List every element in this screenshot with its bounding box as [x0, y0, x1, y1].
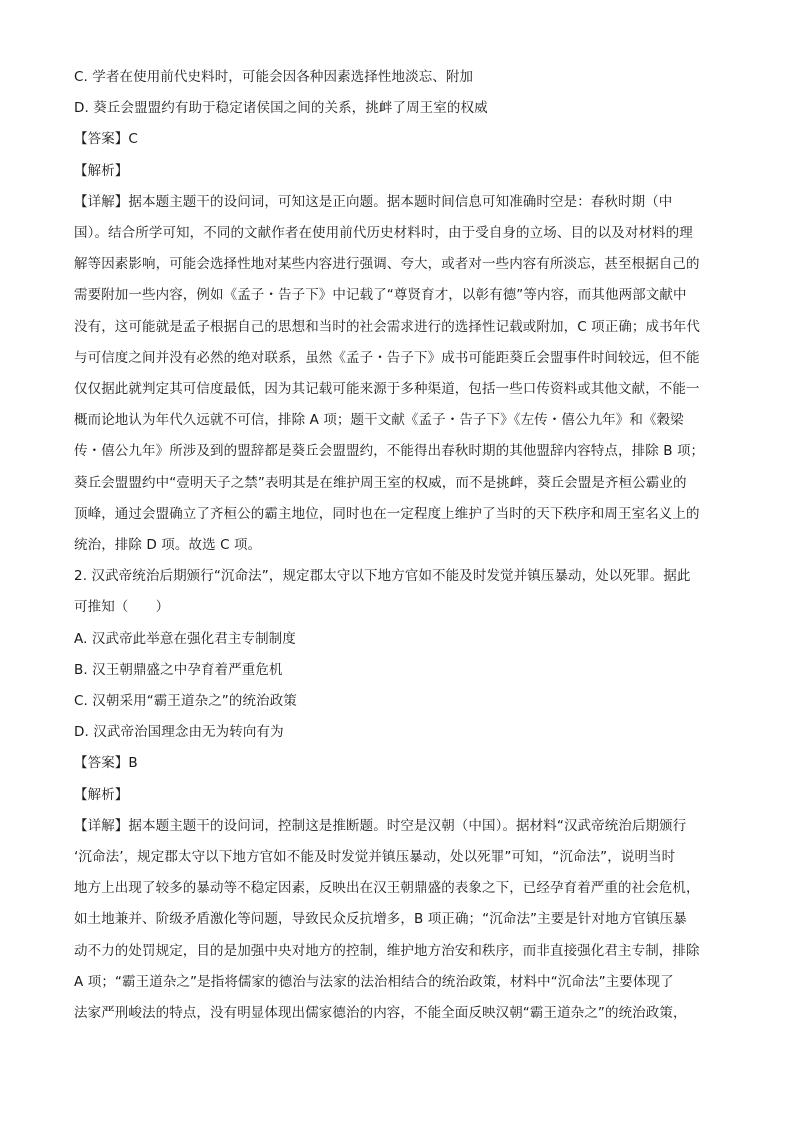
q2-detail-line: 如土地兼并、阶级矛盾激化等问题，导致民众反抗增多，B 项正确；“沉命法”主要是针对地方官镇压暴 [74, 911, 687, 928]
q2-option-d: D. 汉武帝治国理念由无为转向有为 [74, 724, 284, 741]
q2-stem [74, 561, 724, 623]
q2-analysis-heading: 【解析】 [74, 786, 129, 803]
q2-detail-line: A 项；“霸王道杂之”是指将儒家的德治与法家的法治相结合的统治政策，材料中“沉命法”主要体现了 [74, 973, 674, 990]
q2-stem-line: 2. 汉武帝统治后期颁行“沉命法”，规定郡太守以下地方官如不能及时发觉并镇压暴动，处以死罪。据此 [74, 568, 691, 585]
q1-analysis-heading: 【解析】 [74, 162, 129, 179]
q2-detail-line: 地方上出现了较多的暴动等不稳定因素，反映出在汉王朝鼎盛的表象之下，已经孕育着严重的社会危机， [74, 880, 700, 897]
q2-stem-line: 可推知（ ） [74, 599, 170, 616]
q1-detail-line: 需要附加一些内容，例如《孟子・告子下》中记载了“尊贤育才，以彰有德”等内容，而其他两部文献中 [74, 287, 687, 304]
q1-detail-line: 统治，排除 D 项。故选 C 项。 [74, 537, 262, 554]
q2-option-a: A. 汉武帝此举意在强化君主专制制度 [74, 630, 296, 647]
q1-detail-line: 仅仅据此就判定其可信度最低，因为其记载可能来源于多种渠道，包括一些口传资料或其他文献，不能一 [74, 381, 700, 398]
q1-detail-line: 概而论地认为年代久远就不可信，排除 A 项；题干文献《孟子・告子下》《左传・僖公九年》和《穀梁 [74, 412, 684, 429]
document-page [74, 62, 724, 1029]
q2-detail-paragraph [74, 811, 724, 1029]
q1-detail-line: 葵丘会盟盟约中“壹明天子之禁”表明其是在维护周王室的权威，而不是挑衅，葵丘会盟是齐桓公霸业的 [74, 474, 687, 491]
q2-detail-line: ‘沉命法’，规定郡太守以下地方官如不能及时发觉并镇压暴动，处以死罪”可知，“沉命法”，说明当时 [74, 849, 676, 866]
q1-detail-line: 传・僖公九年》所涉及到的盟辞都是葵丘会盟盟约，不能得出春秋时期的其他盟辞内容特点，排除 B 项； [74, 443, 705, 460]
q1-option-d: D. 葵丘会盟盟约有助于稳定诸侯国之间的关系，挑衅了周王室的权威 [74, 100, 488, 117]
q2-detail-line: 【详解】据本题主题干的设问词，控制这是推断题。时空是汉朝（中国）。据材料“汉武帝统治后期颁行 [74, 817, 687, 834]
q2-detail-line: 动不力的处罚规定，目的是加强中央对地方的控制，维护地方治安和秩序，而非直接强化君主专制，排除 [74, 942, 700, 959]
q1-detail-line: 解等因素影响，可能会选择性地对某些内容进行强调、夸大，或者对一些内容有所淡忘，甚至根据自己的 [74, 256, 700, 273]
q1-detail-line: 没有，这可能就是孟子根据自己的思想和当时的社会需求进行的选择性记载或附加，C 项正确；成书年代 [74, 318, 700, 335]
q2-answer: 【答案】B [74, 755, 138, 772]
q1-detail-line: 与可信度之间并没有必然的绝对联系，虽然《孟子・告子下》成书可能距葵丘会盟事件时间较远，但不能 [74, 349, 700, 366]
q2-detail-line: 法家严刑峻法的特点，没有明显体现出儒家德治的内容，不能全面反映汉朝“霸王道杂之”的统治政策， [74, 1005, 687, 1022]
q1-detail-line: 【详解】据本题主题干的设问词，可知这是正向题。据本题时间信息可知准确时空是：春秋时期（中 [74, 193, 673, 210]
q1-detail-paragraph [74, 187, 724, 561]
q1-answer: 【答案】C [74, 131, 138, 148]
q1-detail-line: 顶峰，通过会盟确立了齐桓公的霸主地位，同时也在一定程度上维护了当时的天下秩序和周王室名义上的 [74, 505, 700, 522]
q2-option-c: C. 汉朝采用“霸王道杂之”的统治政策 [74, 693, 297, 710]
q2-option-b: B. 汉王朝鼎盛之中孕育着严重危机 [74, 661, 283, 678]
q1-detail-line: 国）。结合所学可知，不同的文献作者在使用前代历史材料时，由于受自身的立场、目的以及对材料的理 [74, 225, 693, 242]
q1-option-c: C. 学者在使用前代史料时，可能会因各种因素选择性地淡忘、附加 [74, 69, 474, 85]
